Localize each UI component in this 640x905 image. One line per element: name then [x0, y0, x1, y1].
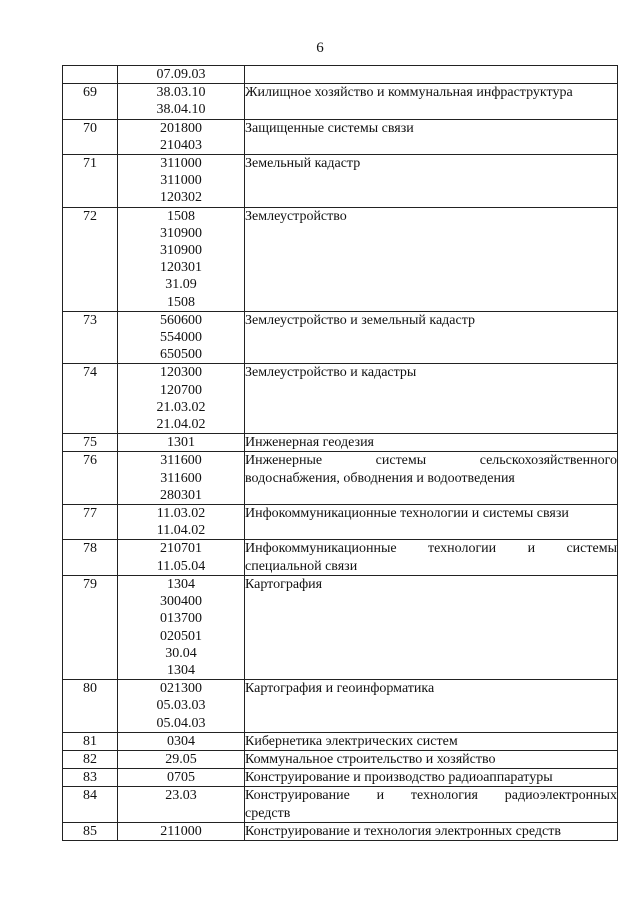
specialty-code: 23.03 — [165, 788, 197, 804]
specialty-code: 1304 — [167, 662, 195, 678]
specialty-codes — [118, 119, 245, 154]
table-row — [63, 119, 618, 154]
table-row — [63, 452, 618, 505]
row-number: 82 — [63, 750, 118, 768]
specialty-codes — [118, 434, 245, 452]
specialty-name-line: Инженерная геодезия — [245, 435, 374, 451]
specialty-codes — [118, 750, 245, 768]
specialty-code: 0705 — [167, 770, 195, 786]
specialty-codes — [118, 452, 245, 505]
specialty-code: 280301 — [160, 487, 202, 503]
specialty-name-line: Инфокоммуникационные технологии и системы связи — [245, 506, 569, 522]
specialty-name — [245, 119, 618, 154]
specialty-name-line: Инфокоммуникационные технологии и системы — [245, 541, 617, 557]
row-number: 72 — [63, 207, 118, 311]
specialty-code: 29.05 — [165, 751, 197, 767]
row-number: 79 — [63, 575, 118, 679]
specialty-code: 021300 — [160, 681, 202, 697]
table-row — [63, 769, 618, 787]
specialty-code: 05.03.03 — [156, 698, 206, 714]
table-row — [63, 84, 618, 119]
specialty-name — [245, 84, 618, 119]
table-row — [63, 207, 618, 311]
specialty-codes — [118, 540, 245, 575]
specialty-name-line: Кибернетика электрических систем — [245, 733, 458, 749]
specialty-code: 310900 — [160, 243, 202, 259]
specialties-table — [62, 65, 618, 841]
specialty-name-line: Защищенные системы связи — [245, 120, 414, 136]
table-row — [63, 575, 618, 679]
table-row — [63, 505, 618, 540]
specialty-codes — [118, 84, 245, 119]
specialty-code: 21.03.02 — [156, 399, 206, 415]
specialty-code: 554000 — [160, 330, 202, 346]
row-number: 76 — [63, 452, 118, 505]
specialty-code: 211000 — [160, 823, 202, 839]
specialty-code: 201800 — [160, 120, 202, 136]
specialty-name-line: Коммунальное строительство и хозяйство — [245, 751, 496, 767]
specialty-code: 311000 — [160, 156, 202, 172]
specialty-name — [245, 732, 618, 750]
table-row — [63, 364, 618, 434]
table-row — [63, 434, 618, 452]
specialty-codes — [118, 505, 245, 540]
specialty-code: 120300 — [160, 365, 202, 381]
row-number: 78 — [63, 540, 118, 575]
specialty-name-line: Конструирование и технология радиоэлектронных — [245, 788, 617, 804]
specialty-code: 1301 — [167, 435, 195, 451]
specialty-name — [245, 364, 618, 434]
specialty-code: 300400 — [160, 594, 202, 610]
specialty-name — [245, 452, 618, 505]
row-number: 73 — [63, 311, 118, 364]
specialty-codes — [118, 66, 245, 84]
specialty-name — [245, 66, 618, 84]
table-body — [63, 66, 618, 841]
specialty-name-line: Конструирование и производство радиоаппаратуры — [245, 770, 553, 786]
specialty-code: 1508 — [167, 294, 195, 310]
specialty-name-line: Картография и геоинформатика — [245, 681, 435, 697]
specialty-name — [245, 311, 618, 364]
specialty-name-line: Конструирование и технология электронных средств — [245, 823, 561, 839]
specialty-code: 1304 — [167, 576, 195, 592]
specialty-name — [245, 680, 618, 733]
specialty-code: 210701 — [160, 541, 202, 557]
specialty-code: 013700 — [160, 611, 202, 627]
table-row — [63, 822, 618, 840]
specialty-name-line: Жилищное хозяйство и коммунальная инфраструктура — [245, 85, 573, 101]
specialty-codes — [118, 155, 245, 208]
specialty-code: 31.09 — [165, 277, 197, 293]
specialty-codes — [118, 822, 245, 840]
specialty-name-line: Землеустройство и кадастры — [245, 365, 417, 381]
specialty-codes — [118, 787, 245, 822]
specialty-name-line: средств — [245, 805, 291, 821]
specialty-code: 120302 — [160, 190, 202, 206]
specialty-name — [245, 822, 618, 840]
specialty-code: 120301 — [160, 260, 202, 276]
specialty-codes — [118, 207, 245, 311]
specialty-name-line: Землеустройство — [245, 208, 347, 224]
specialty-name-line: Землеустройство и земельный кадастр — [245, 312, 475, 328]
specialty-code: 560600 — [160, 312, 202, 328]
specialty-code: 21.04.02 — [156, 417, 206, 433]
specialty-name — [245, 434, 618, 452]
specialty-code: 311600 — [160, 453, 202, 469]
specialty-code: 210403 — [160, 137, 202, 153]
specialty-code: 38.04.10 — [156, 102, 206, 118]
specialty-name-line: Инженерные системы сельскохозяйственного — [245, 453, 617, 469]
table-row — [63, 540, 618, 575]
specialty-code: 0304 — [167, 733, 195, 749]
specialty-codes — [118, 575, 245, 679]
specialty-codes — [118, 680, 245, 733]
row-number: 85 — [63, 822, 118, 840]
specialty-name — [245, 155, 618, 208]
specialty-code: 11.04.02 — [156, 523, 206, 539]
specialty-codes — [118, 732, 245, 750]
specialty-name-line — [245, 66, 617, 83]
page-number: 6 — [316, 40, 324, 56]
specialty-codes — [118, 769, 245, 787]
table-row — [63, 66, 618, 84]
row-number: 80 — [63, 680, 118, 733]
specialty-code: 05.04.03 — [156, 715, 206, 731]
specialty-code: 07.09.03 — [156, 67, 206, 82]
row-number: 83 — [63, 769, 118, 787]
specialty-name — [245, 575, 618, 679]
specialty-name-line: водоснабжения, обводнения и водоотведения — [245, 470, 515, 486]
specialty-code: 11.03.02 — [156, 506, 206, 522]
specialty-code: 11.05.04 — [156, 558, 206, 574]
specialty-code: 120700 — [160, 382, 202, 398]
row-number: 69 — [63, 84, 118, 119]
specialty-code: 650500 — [160, 347, 202, 363]
row-number — [63, 66, 118, 84]
table-row — [63, 750, 618, 768]
specialty-code: 020501 — [160, 628, 202, 644]
table-row — [63, 311, 618, 364]
table-row — [63, 732, 618, 750]
specialty-name — [245, 769, 618, 787]
specialty-code: 38.03.10 — [156, 85, 206, 101]
specialty-name — [245, 750, 618, 768]
specialty-name-line: специальной связи — [245, 558, 358, 574]
row-number: 75 — [63, 434, 118, 452]
row-number: 81 — [63, 732, 118, 750]
specialty-name — [245, 505, 618, 540]
table-row — [63, 787, 618, 822]
row-number: 74 — [63, 364, 118, 434]
specialty-code: 311000 — [160, 173, 202, 189]
specialty-code: 1508 — [167, 208, 195, 224]
specialty-codes — [118, 311, 245, 364]
specialty-name-line: Земельный кадастр — [245, 156, 361, 172]
row-number: 77 — [63, 505, 118, 540]
specialty-codes — [118, 364, 245, 434]
specialty-name — [245, 540, 618, 575]
row-number: 70 — [63, 119, 118, 154]
specialty-name — [245, 207, 618, 311]
specialty-name — [245, 787, 618, 822]
specialty-name-line: Картография — [245, 576, 323, 592]
specialty-code: 310900 — [160, 225, 202, 241]
specialty-code: 30.04 — [165, 645, 197, 661]
row-number: 84 — [63, 787, 118, 822]
specialty-code: 311600 — [160, 470, 202, 486]
table-row — [63, 155, 618, 208]
row-number: 71 — [63, 155, 118, 208]
table-row — [63, 680, 618, 733]
